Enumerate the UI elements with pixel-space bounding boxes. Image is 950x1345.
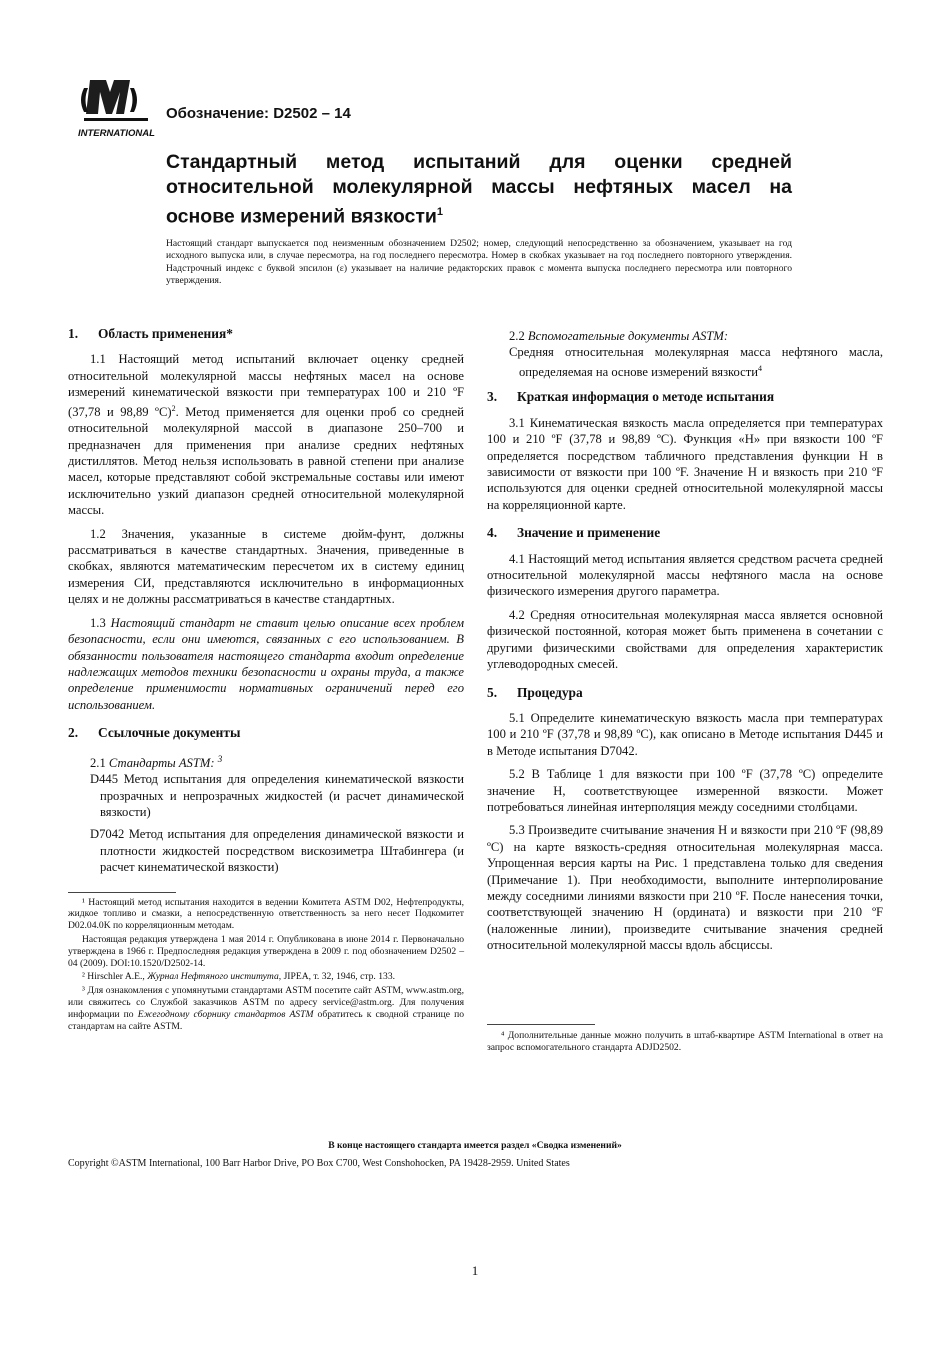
section-1-number: 1.	[68, 326, 79, 341]
reference-adjd2502-text: Средняя относительная молекулярная масса нефтяного масла, определяемая на основе измерений вязкости	[509, 345, 883, 379]
section-3-title: Краткая информация о методе испытания	[517, 389, 775, 405]
footnote-marker-2: 2	[171, 403, 176, 413]
paragraph-5-3: 5.3 Произведите считывание значения H и вязкости при 210 ºF (98,89 ºC) на карте вязкость-средняя относительная молекулярная масса. Упрощенная версия карты на Рис. 1 представлена только для сведения (Примечание 1). При необходимости, выполните интерполирование между соседними линиями вязкости при 210 ºF. После нанесения точки, соответствующей значению H (ордината) и вязкости при 210 ºF (наложенные линии), произведите считывание значения средней относительной молекулярной массы вдоль абсциссы.	[487, 823, 883, 953]
section-1-title: Область применения*	[98, 326, 233, 341]
section-3-heading	[487, 389, 883, 405]
subsection-2-2-title: Вспомогательные документы ASTM:	[527, 329, 729, 343]
paragraph-5-1: 5.1 Определите кинематическую вязкость масла при температурах 100 и 210 ºF (37,78 и 98,89 ºC), как описано в Методе испытания D445 и в Методе испытания D7042.	[487, 710, 883, 758]
paragraph-4-2: 4.2 Средняя относительная молекулярная масса является основной физической постоянной, которая может быть применена в сочетании с другими физическими свойствами для определения характеристик углеводородных смесей.	[487, 607, 883, 672]
paragraph-1-3-number: 1.3	[90, 615, 106, 630]
subsection-2-2	[509, 328, 883, 344]
footnote-2-ref: JIPEA, т. 32, 1946, стр. 133.	[283, 971, 396, 983]
reference-adjd2502	[509, 344, 883, 380]
footnote-2	[68, 971, 464, 983]
document-title	[166, 150, 792, 230]
paragraph-5-2: 5.2 В Таблице 1 для вязкости при 100 ºF (37,78 ºC) определите значение H, соответствующее измеренной вязкости. Может потребоваться линейная интерполяция между соседними столбцами.	[487, 767, 883, 814]
paragraph-1-1-text: 1.1 Настоящий метод испытаний включает оценку средней относительной молекулярной массы нефтяных масел на основе измерений кинематической вязкости при температурах 100 и 210 ºF (37,78 и 98,89 ºC)	[68, 352, 464, 419]
footnote-3-text: ³ Для ознакомления с упомянутыми стандартами ASTM посетите сайт ASTM, www.astm.org, или свяжитесь со Службой заказчиков ASTM по адресу service@astm.org. Для получения информации по	[68, 985, 464, 1020]
footnote-4: ⁴ Дополнительные данные можно получить в штаб-квартире ASTM International в ответ на запрос вспомогательного стандарта ADJD2502.	[487, 1030, 883, 1053]
paragraph-1-1-tail: . Метод применяется для оценки проб со средней относительной молекулярной массой в диапазоне 250–700 и предназначен для применения при анализе средних нефтяных дистиллятов. Метод нельзя использовать в равной степени при анализе масел, которые представляют собой экстремальные составы или имеют исключительно узкий диапазон средней относительной молекулярной массы.	[68, 404, 465, 518]
section-4-title: Значение и применение	[517, 525, 661, 541]
reference-d445: D445 Метод испытания для определения кинематической вязкости прозрачных и непрозрачных жидкостей (и расчет динамической вязкости)	[90, 772, 464, 819]
right-footnote-divider	[487, 1024, 595, 1025]
intro-note: Настоящий стандарт выпускается под неизменным обозначением D2502; номер, следующий непосредственно за обозначением, указывает на год исходного выпуска или, в случае пересмотра, на год последнего пересмотра. Номер в скобках указывает на год последнего повторного утверждения. Надстрочный индекс с буквой эпсилон (ε) указывает на наличие редакторских правок с момента выпуска последнего пересмотра или повторного утверждения.	[166, 238, 792, 286]
right-column	[487, 328, 883, 961]
footnote-marker-4: 4	[757, 363, 762, 373]
footnote-1: ¹ Настоящий метод испытания находится в ведении Комитета ASTM D02, Нефтепродукты, жидкое топливо и смазки, а непосредственную ответственность за него несет Подкомитет D02.04.0K по корреляционным методам.	[68, 896, 464, 932]
paragraph-4-1: 4.1 Настоящий метод испытания является средством расчета средней относительной молекулярной массы нефтяного масла на основе физического измерения другого параметра.	[487, 551, 883, 599]
paragraph-1-2: 1.2 Значения, указанные в системе дюйм-фунт, должны рассматриваться в качестве стандартных. Значения, приведенные в скобках, являются математическим пересчетом их в систему единиц измерения СИ, представляются исключительно в информационных целях и не должны рассматриваться в качестве стандартных.	[68, 526, 464, 607]
section-2-title: Ссылочные документы	[98, 725, 241, 741]
section-4-number: 4.	[487, 525, 498, 541]
section-4-heading	[487, 525, 883, 541]
subsection-2-1	[90, 751, 464, 772]
section-5-number: 5.	[487, 684, 498, 700]
paragraph-1-3	[68, 615, 464, 713]
footnote-3-book: Ежегодному сборнику стандартов ASTM	[137, 1008, 314, 1020]
section-5-title: Процедура	[517, 684, 583, 700]
title-text: Стандартный метод испытаний для оценки средней относительной молекулярной массы нефтяных масел на основе измерений вязкости	[166, 151, 792, 228]
section-5-heading	[487, 685, 883, 701]
subsection-2-1-number: 2.1	[90, 755, 106, 770]
copyright: Copyright ©ASTM International, 100 Barr Harbor Drive, PO Box C700, West Conshohocken, PA 19428-2959. United States	[68, 1158, 570, 1169]
paragraph-3-1: 3.1 Кинематическая вязкость масла определяется при температурах 100 и 210 ºF (37,78 и 98,89 ºC). Функция «H» при вязкости 100 ºF определяется посредством табличного представления функции H в зависимости от вязкости при 100 ºF. Значение H и вязкость при 210 ºF используются для оценки средней относительной молекулярной массы на корреляционной карте.	[487, 415, 883, 512]
footnote-2-journal: Журнал Нефтяного института,	[147, 971, 282, 983]
left-column	[68, 326, 464, 1034]
logo-text: INTERNATIONAL	[78, 128, 155, 139]
title-footnote-marker: 1	[436, 206, 444, 218]
section-1-heading	[68, 326, 464, 342]
paragraph-1-1	[68, 351, 464, 518]
subsection-2-1-title: Стандарты ASTM:	[108, 755, 215, 770]
section-2-heading	[68, 725, 464, 741]
footnote-marker-3: 3	[217, 753, 223, 764]
footnote-divider	[68, 892, 176, 893]
footnote-3	[68, 985, 464, 1032]
page-number: 1	[471, 1263, 479, 1278]
summary-of-changes-note: В конце настоящего стандарта имеется раздел «Сводка изменений»	[328, 1140, 622, 1151]
section-3-number: 3.	[487, 389, 498, 405]
section-2-number: 2.	[68, 725, 79, 741]
paragraph-1-3-text: Настоящий стандарт не ставит целью описание всех проблем безопасности, если они имеются, связанных с его использованием. В обязанности пользователя настоящего стандарта входит определение надлежащих методов техники безопасности и охраны труда, а также определение применимости нормативных ограничений перед его использованием.	[68, 615, 464, 712]
designation: Обозначение: D2502 – 14	[166, 105, 351, 122]
footnote-3-tail: обратитесь к сводной странице по стандартам на сайте ASTM.	[68, 1008, 464, 1032]
reference-d7042: D7042 Метод испытания для определения динамической вязкости и плотности жидкостей посредством вискозиметра Штабингера (и расчет кинематической вязкости)	[90, 827, 464, 875]
astm-logo	[76, 74, 160, 144]
subsection-2-2-number: 2.2	[509, 329, 525, 343]
footnote-2-author: ² Hirschler A.E.,	[82, 971, 145, 983]
footnote-1-approval: Настоящая редакция утверждена 1 мая 2014 г. Опубликована в июне 2014 г. Первоначально утверждена в 1966 г. Предпоследняя редакция утверждена в 2009 г. под обозначением D2502 – 04 (2009). DOI:10.1520/D2502-14.	[68, 933, 464, 969]
